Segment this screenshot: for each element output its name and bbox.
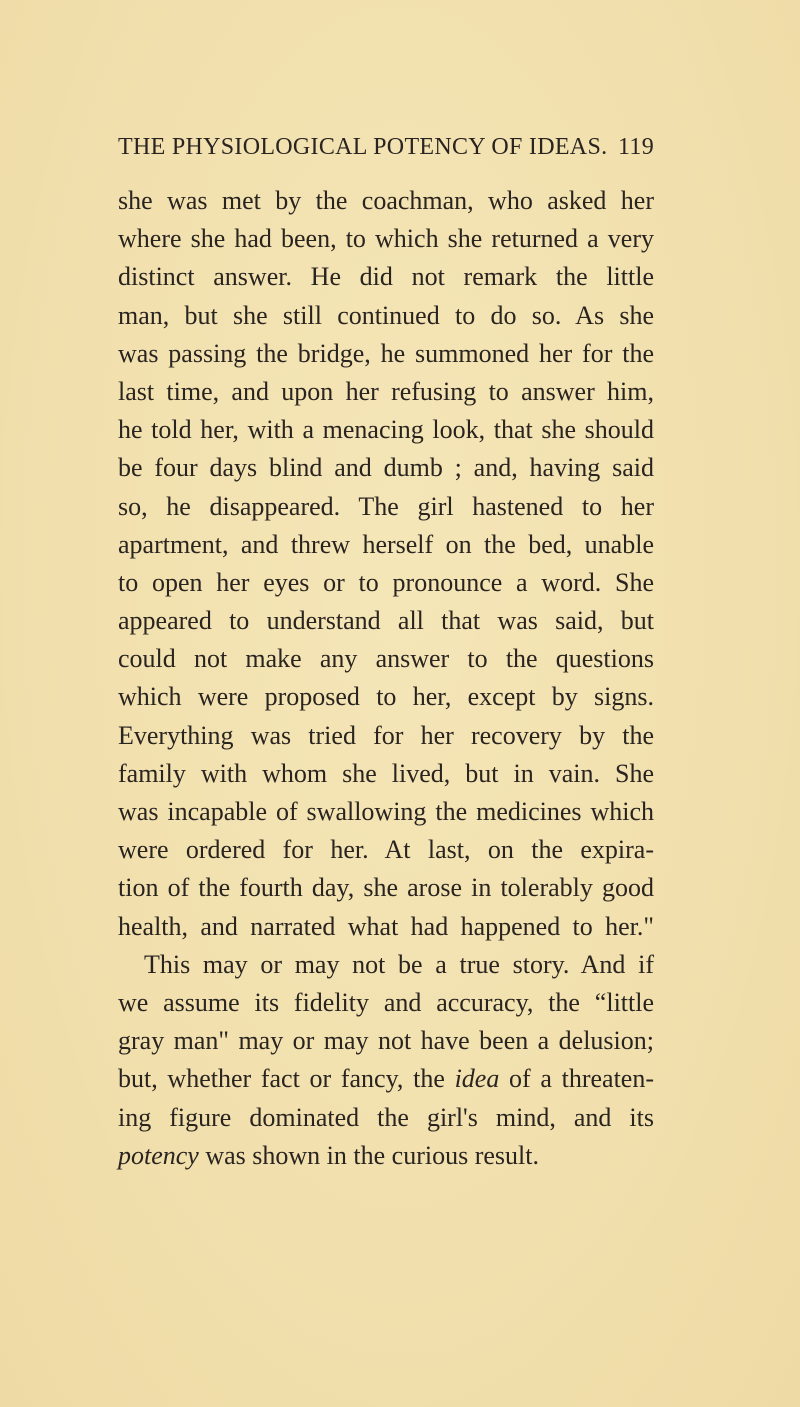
- text-line: This may or may not be a true story. And if: [144, 949, 654, 979]
- text-line: so, he disappeared. The girl hastened to her: [118, 491, 654, 521]
- page-number: 119: [617, 134, 654, 160]
- text-line: was incapable of swallowing the medicines which: [118, 797, 654, 826]
- text-segment: of a threaten-: [509, 1064, 654, 1094]
- text-segment: but, whether fact or fancy, the: [118, 1064, 445, 1094]
- running-title: THE PHYSIOLOGICAL POTENCY OF IDEAS.: [118, 134, 608, 160]
- text-line: which were proposed to her, except by signs.: [118, 682, 654, 712]
- text-line: he told her, with a menacing look, that she should: [118, 415, 654, 445]
- text-line: gray man" may or may not have been a delusion;: [118, 1026, 654, 1056]
- text-line: apartment, and threw herself on the bed, unable: [118, 529, 654, 559]
- text-line: distinct answer. He did not remark the little: [118, 262, 654, 292]
- text-line: where she had been, to which she returned a very: [118, 224, 654, 254]
- text-line: be four days blind and dumb ; and, having said: [118, 453, 654, 483]
- italic-word: potency: [118, 1140, 199, 1170]
- text-line: tion of the fourth day, she arose in tolerably good: [118, 873, 654, 903]
- text-line-mixed: [118, 1137, 654, 1175]
- text-line: last time, and upon her refusing to answer him,: [118, 376, 654, 406]
- text-line: we assume its fidelity and accuracy, the “little: [118, 987, 654, 1017]
- italic-word: idea: [454, 1064, 500, 1094]
- text-line: appeared to understand all that was said, but: [118, 606, 654, 636]
- text-line: ing figure dominated the girl's mind, and its: [118, 1102, 654, 1132]
- text-line: Everything was tried for her recovery by the: [118, 720, 654, 750]
- text-line: were ordered for her. At last, on the expira-: [118, 835, 654, 865]
- text-line: she was met by the coachman, who asked her: [118, 186, 654, 215]
- text-line: was passing the bridge, he summoned her for the: [118, 338, 654, 368]
- text-line-mixed: [118, 1060, 654, 1098]
- text-line: to open her eyes or to pronounce a word. She: [118, 567, 654, 597]
- text-line: man, but she still continued to do so. As she: [118, 300, 654, 330]
- text-segment: was shown in the curious result.: [205, 1140, 539, 1170]
- text-line: health, and narrated what had happened to her.": [118, 911, 654, 941]
- text-line: family with whom she lived, but in vain. She: [118, 758, 654, 788]
- text-line: could not make any answer to the questions: [118, 644, 654, 674]
- body-text: [118, 182, 654, 1175]
- page-header: [118, 134, 654, 168]
